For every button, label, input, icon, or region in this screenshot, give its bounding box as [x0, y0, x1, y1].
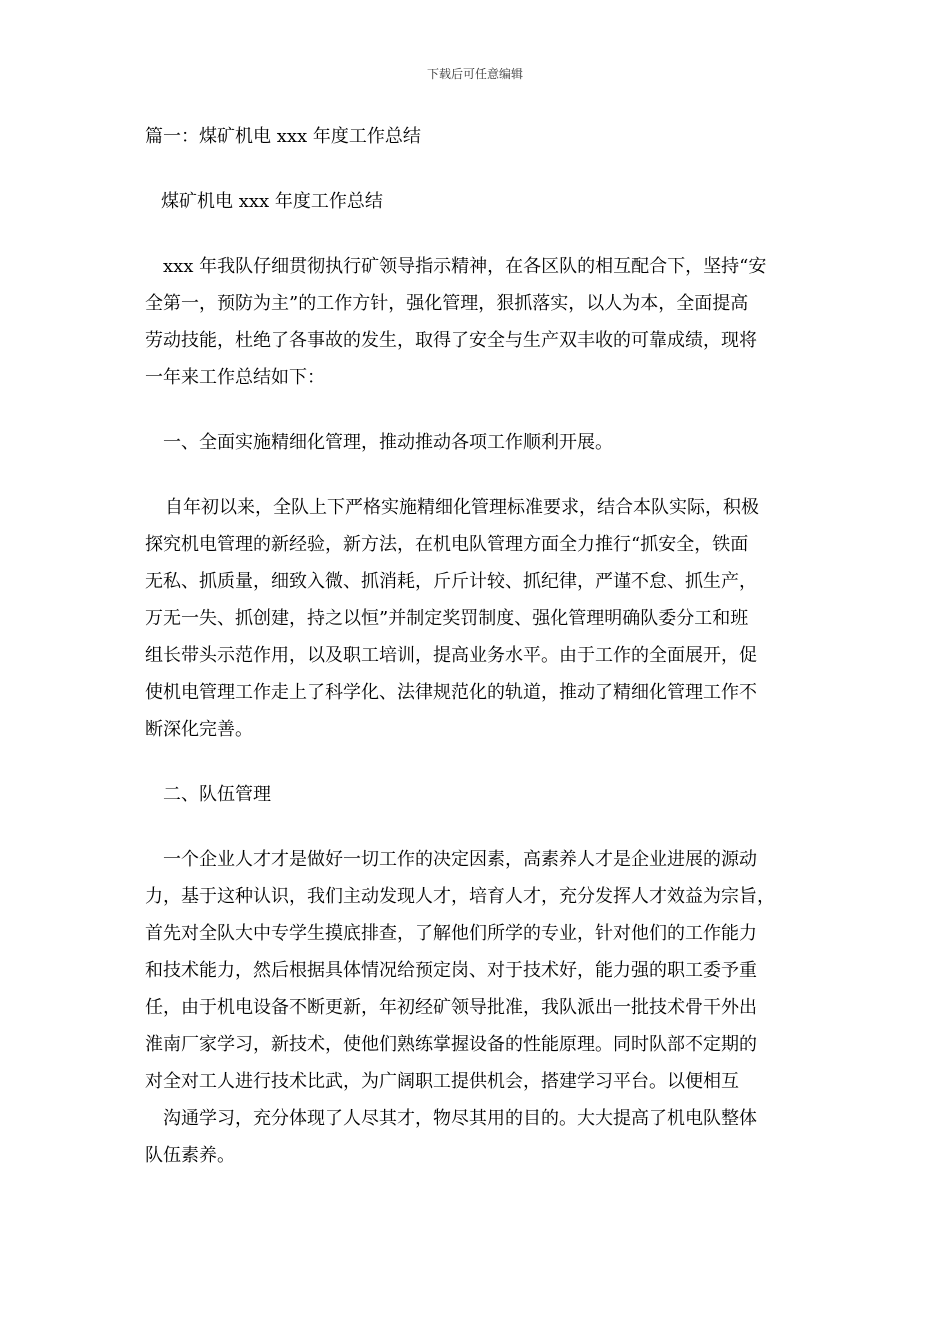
section2-line: 首先对全队大中专学生摸底排查，了解他们所学的专业，针对他们的工作能力: [145, 923, 757, 944]
section2-line: 一个企业人才才是做好一切工作的决定因素，高素养人才是企业进展的源动: [163, 849, 757, 870]
section2-line: 淮南厂家学习，新技术，使他们熟练掌握设备的性能原理。同时队部不定期的: [145, 1034, 757, 1055]
header-note: 下载后可任意编辑: [426, 67, 523, 81]
section1-line: 无私、抓质量，细致入微、抓消耗，斤斤计较、抓纪律，严谨不怠、抓生产，: [145, 571, 757, 592]
section2-line: 对全对工人进行技术比武，为广阔职工提供机会，搭建学习平台。以便相互: [145, 1071, 739, 1092]
intro-line: 劳动技能，杜绝了各事故的发生，取得了安全与生产双丰收的可靠成绩，现将: [145, 330, 757, 351]
intro-paragraph: [145, 248, 817, 396]
section2-line: 和技术能力，然后根据具体情况给预定岗、对于技术好，能力强的职工委予重: [145, 960, 757, 981]
section2-title-block: [145, 776, 817, 813]
section1-line: 探究机电管理的新经验，新方法，在机电队管理方面全力推行“抓安全，铁面: [145, 534, 749, 555]
section1-line: 组长带头示范作用，以及职工培训，提高业务水平。由于工作的全面展开，促: [145, 645, 757, 666]
intro-line: 一年来工作总结如下：: [145, 367, 325, 388]
section1-line: 使机电管理工作走上了科学化、法律规范化的轨道，推动了精细化管理工作不: [145, 682, 757, 703]
section2-line: 沟通学习，充分体现了人尽其才，物尽其用的目的。大大提高了机电队整体: [163, 1108, 757, 1129]
intro-line: xxx 年我队仔细贯彻执行矿领导指示精神，在各区队的相互配合下，坚持“安: [163, 256, 767, 277]
intro-line: 全第一，预防为主”的工作方针，强化管理，狠抓落实，以人为本，全面提高: [145, 293, 749, 314]
document-subtitle-block: [145, 183, 817, 220]
section2-line: 队伍素养。: [145, 1145, 235, 1166]
section2-line: 力，基于这种认识，我们主动发现人才，培育人才，充分发挥人才效益为宗旨，: [145, 886, 775, 907]
document-heading: 篇一：煤矿机电 xxx 年度工作总结: [145, 126, 421, 147]
section1-line: 自年初以来，全队上下严格实施精细化管理标准要求，结合本队实际，积极: [165, 497, 759, 518]
section2-title: 二、队伍管理: [163, 784, 271, 805]
section1-line: 万无一失、抓创建，持之以恒”并制定奖罚制度、强化管理明确队委分工和班: [145, 608, 749, 629]
section1-title: 一、全面实施精细化管理，推动推动各项工作顺利开展。: [163, 432, 613, 453]
document-heading-block: [145, 118, 817, 155]
section2-line: 任，由于机电设备不断更新，年初经矿领导批准，我队派出一批技术骨干外出: [145, 997, 757, 1018]
document-body: [145, 118, 817, 1202]
section1-paragraph: [145, 489, 817, 748]
section1-line: 断深化完善。: [145, 719, 253, 740]
section1-title-block: [145, 424, 817, 461]
document-subtitle: 煤矿机电 xxx 年度工作总结: [161, 191, 383, 212]
section2-paragraph: [145, 841, 817, 1174]
